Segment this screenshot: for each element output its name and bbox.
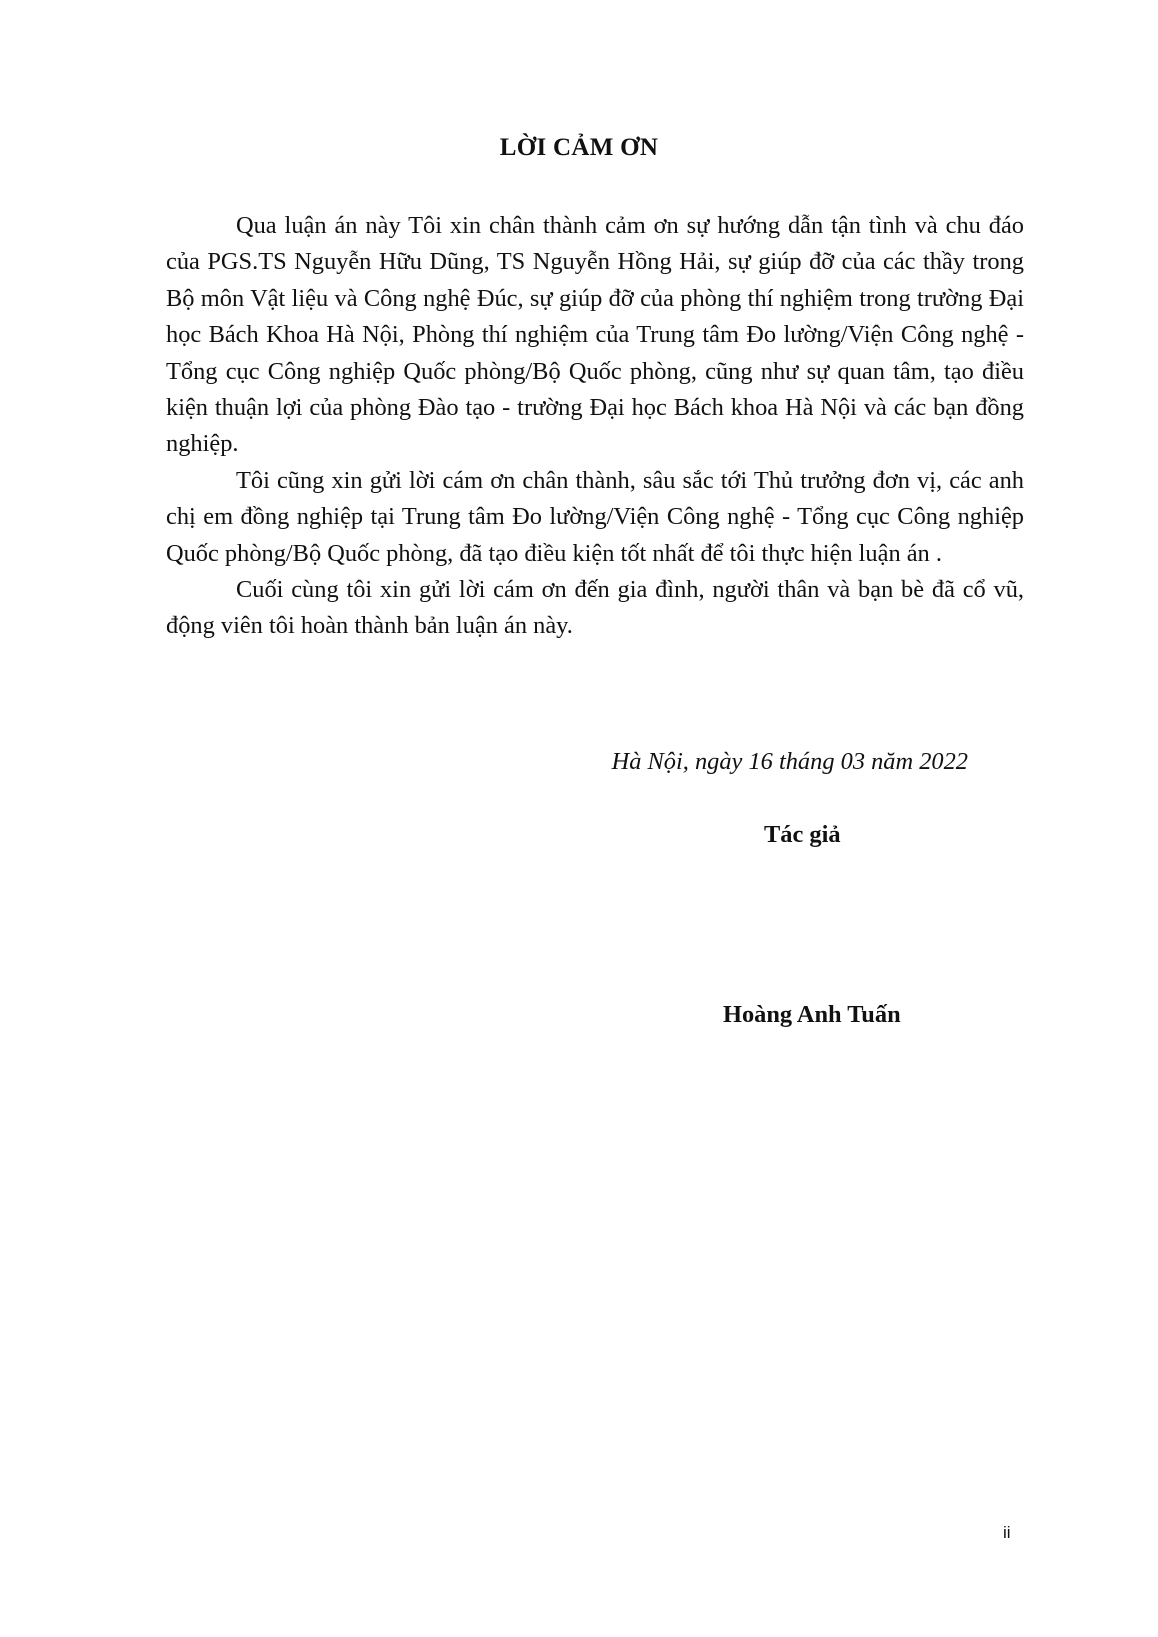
acknowledgement-body — [166, 208, 1024, 645]
paragraph-3: Cuối cùng tôi xin gửi lời cám ơn đến gia đình, người thân và bạn bè đã cổ vũ, động viên tôi hoàn thành bản luận án này. — [166, 576, 1024, 640]
paragraph-2: Tôi cũng xin gửi lời cám ơn chân thành, sâu sắc tới Thủ trưởng đơn vị, các anh chị em đồng nghiệp tại Trung tâm Đo lường/Viện Công nghệ - Tổng cục Công nghiệp Quốc phòng/Bộ Quốc phòng, đã tạo điều kiện tốt nhất để tôi thực hiện luận án . — [166, 466, 1024, 567]
page-number: ii — [1003, 1523, 1011, 1542]
author-label: Tác giả — [764, 821, 841, 848]
date-line: Hà Nội, ngày 16 tháng 03 năm 2022 — [611, 748, 968, 775]
page-title: LỜI CẢM ƠN — [499, 134, 659, 161]
paragraph-1: Qua luận án này Tôi xin chân thành cảm ơn sự hướng dẫn tận tình và chu đáo của PGS.TS Nguyễn Hữu Dũng, TS Nguyễn Hồng Hải, sự giúp đỡ của các thầy trong Bộ môn Vật liệu và Công nghệ Đúc, sự giúp đỡ của phòng thí nghiệm trong trường Đại học Bách Khoa Hà Nội, Phòng thí nghiệm của Trung tâm Đo lường/Viện Công nghệ - Tổng cục Công nghiệp Quốc phòng/Bộ Quốc phòng, cũng như sự quan tâm, tạo điều kiện thuận lợi của phòng Đào tạo - trường Đại học Bách khoa Hà Nội và các bạn đồng nghiệp. — [166, 212, 1024, 458]
author-name: Hoàng Anh Tuấn — [723, 1001, 901, 1028]
